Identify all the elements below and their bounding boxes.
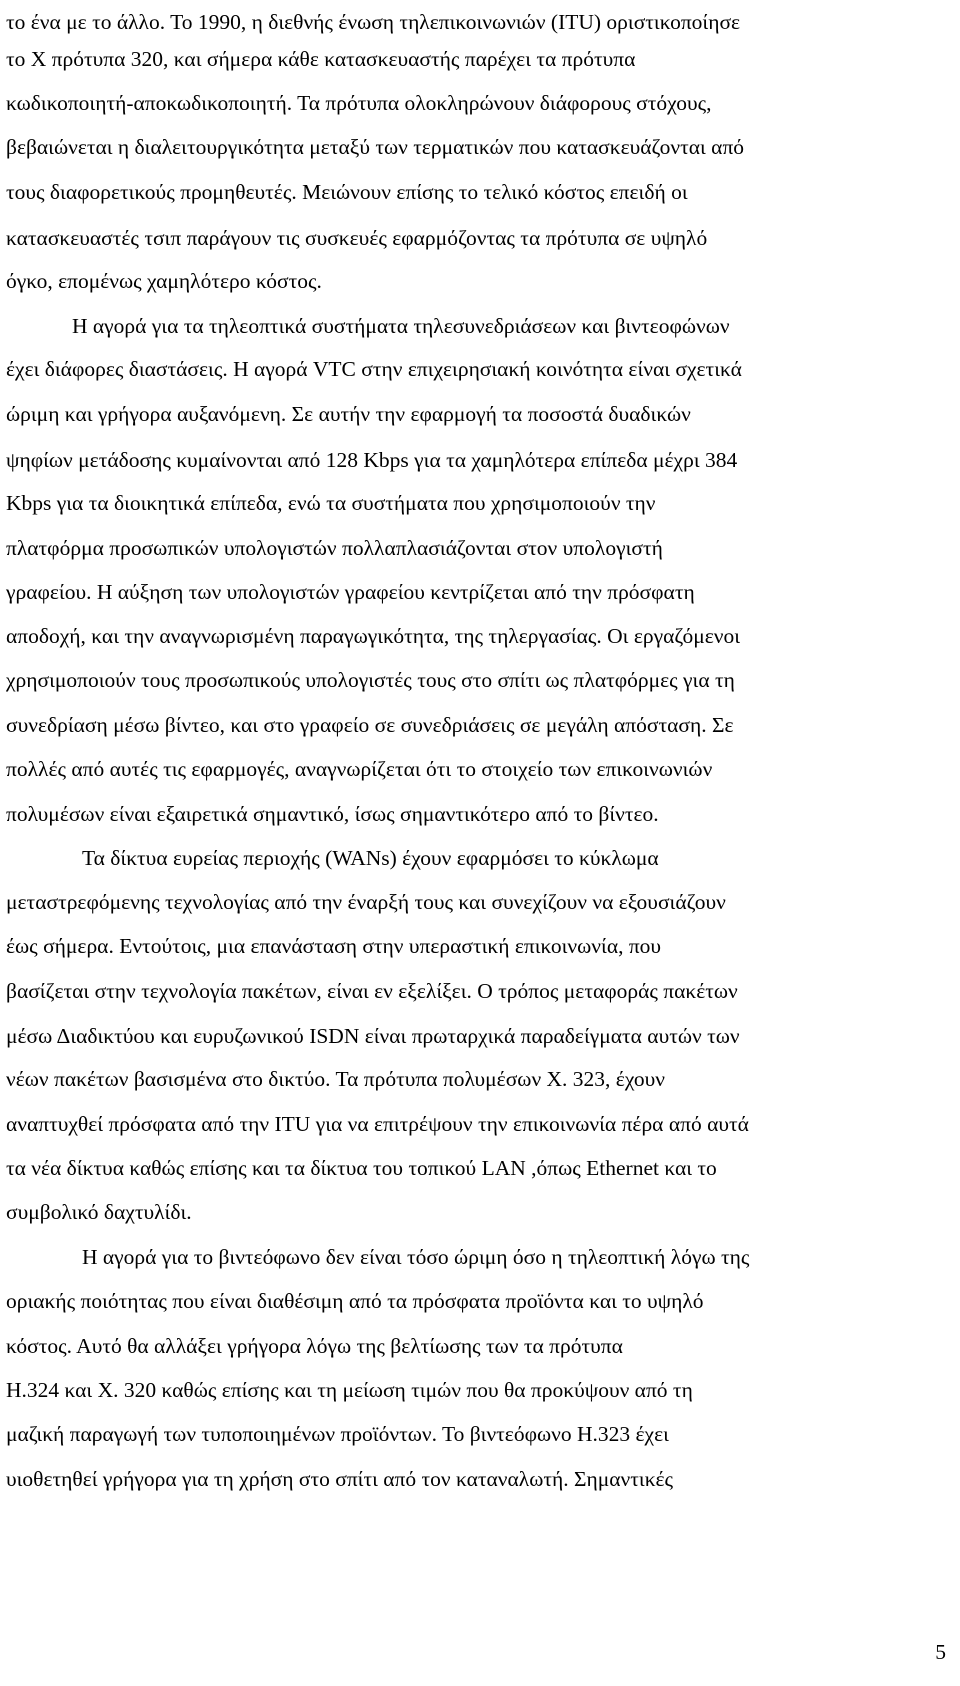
- text-line-8: Η αγορά για τα τηλεοπτικά συστήματα τηλεσυνεδριάσεων και βιντεοφώνων: [72, 314, 730, 338]
- text-line-5: τους διαφορετικούς προμηθευτές. Μειώνουν επίσης το τελικό κόστος επειδή οι: [6, 180, 688, 204]
- text-line-20: Τα δίκτυα ευρείας περιοχής (WANs) έχουν εφαρμόσει το κύκλωμα: [82, 846, 659, 870]
- text-line-28: συμβολικό δαχτυλίδι.: [6, 1200, 192, 1224]
- text-line-2: το Χ πρότυπα 320, και σήμερα κάθε κατασκευαστής παρέχει τα πρότυπα: [6, 47, 636, 71]
- text-line-31: κόστος. Αυτό θα αλλάξει γρήγορα λόγω της βελτίωσης των τα πρότυπα: [6, 1334, 623, 1358]
- text-line-15: αποδοχή, και την αναγνωρισμένη παραγωγικότητα, της τηλεργασίας. Οι εργαζόμενοι: [6, 624, 741, 648]
- text-line-7: όγκο, επομένως χαμηλότερο κόστος.: [6, 269, 322, 293]
- text-line-21: μεταστρεφόμενης τεχνολογίας από την έναρξή τους και συνεχίζουν να εξουσιάζουν: [6, 890, 726, 914]
- text-line-27: τα νέα δίκτυα καθώς επίσης και τα δίκτυα του τοπικού LAN ,όπως Ethernet και το: [6, 1156, 717, 1180]
- text-line-17: συνεδρίαση μέσω βίντεο, και στο γραφείο σε συνεδριάσεις σε μεγάλη απόσταση. Σε: [6, 713, 734, 737]
- text-line-22: έως σήμερα. Εντούτοις, μια επανάσταση στην υπεραστική επικοινωνία, που: [6, 934, 662, 958]
- text-line-30: οριακής ποιότητας που είναι διαθέσιμη από τα πρόσφατα προϊόντα και το υψηλό: [6, 1289, 704, 1313]
- text-line-12: Kbps για τα διοικητικά επίπεδα, ενώ τα συστήματα που χρησιμοποιούν την: [6, 491, 656, 515]
- text-line-14: γραφείου. Η αύξηση των υπολογιστών γραφείου κεντρίζεται από την πρόσφατη: [6, 580, 695, 604]
- text-line-26: αναπτυχθεί πρόσφατα από την ITU για να επιτρέψουν την επικοινωνία πέρα από αυτά: [6, 1112, 749, 1136]
- text-line-3: κωδικοποιητή-αποκωδικοποιητή. Τα πρότυπα ολοκληρώνουν διάφορους στόχους,: [6, 91, 712, 115]
- text-line-6: κατασκευαστές τσιπ παράγουν τις συσκευές εφαρμόζοντας τα πρότυπα σε υψηλό: [6, 226, 708, 250]
- text-line-4: βεβαιώνεται η διαλειτουργικότητα μεταξύ των τερματικών που κατασκευάζονται από: [6, 135, 745, 159]
- page-number: 5: [935, 1640, 946, 1664]
- text-line-18: πολλές από αυτές τις εφαρμογές, αναγνωρίζεται ότι το στοιχείο των επικοινωνιών: [6, 757, 713, 781]
- text-line-1: το ένα με το άλλο. Το 1990, η διεθνής ένωση τηλεπικοινωνιών (ITU) οριστικοποίησε: [6, 10, 741, 34]
- text-line-16: χρησιμοποιούν τους προσωπικούς υπολογιστές τους στο σπίτι ως πλατφόρμες για τη: [6, 668, 735, 692]
- text-line-33: μαζική παραγωγή των τυποποιημένων προϊόντων. Το βιντεόφωνο Η.323 έχει: [6, 1422, 669, 1446]
- text-line-19: πολυμέσων είναι εξαιρετικά σημαντικό, ίσως σημαντικότερο από το βίντεο.: [6, 802, 659, 826]
- text-line-23: βασίζεται στην τεχνολογία πακέτων, είναι εν εξελίξει. Ο τρόπος μεταφοράς πακέτων: [6, 979, 738, 1003]
- text-line-34: υιοθετηθεί γρήγορα για τη χρήση στο σπίτι από τον καταναλωτή. Σημαντικές: [6, 1467, 674, 1491]
- text-line-10: ώριμη και γρήγορα αυξανόμενη. Σε αυτήν την εφαρμογή τα ποσοστά δυαδικών: [6, 402, 691, 426]
- text-line-32: Η.324 και Χ. 320 καθώς επίσης και τη μείωση τιμών που θα προκύψουν από τη: [6, 1378, 693, 1402]
- text-line-24: μέσω Διαδικτύου και ευρυζωνικού ISDN είναι πρωταρχικά παραδείγματα αυτών των: [6, 1024, 740, 1048]
- text-line-9: έχει διάφορες διαστάσεις. Η αγορά VTC στην επιχειρησιακή κοινότητα είναι σχετικά: [6, 357, 742, 381]
- text-line-11: ψηφίων μετάδοσης κυμαίνονται από 128 Kbps για τα χαμηλότερα επίπεδα μέχρι 384: [6, 448, 738, 472]
- text-line-13: πλατφόρμα προσωπικών υπολογιστών πολλαπλασιάζονται στον υπολογιστή: [6, 536, 663, 560]
- text-line-29: Η αγορά για το βιντεόφωνο δεν είναι τόσο ώριμη όσο η τηλεοπτική λόγω της: [82, 1245, 750, 1269]
- text-line-25: νέων πακέτων βασισμένα στο δικτύο. Τα πρότυπα πολυμέσων Χ. 323, έχουν: [6, 1067, 666, 1091]
